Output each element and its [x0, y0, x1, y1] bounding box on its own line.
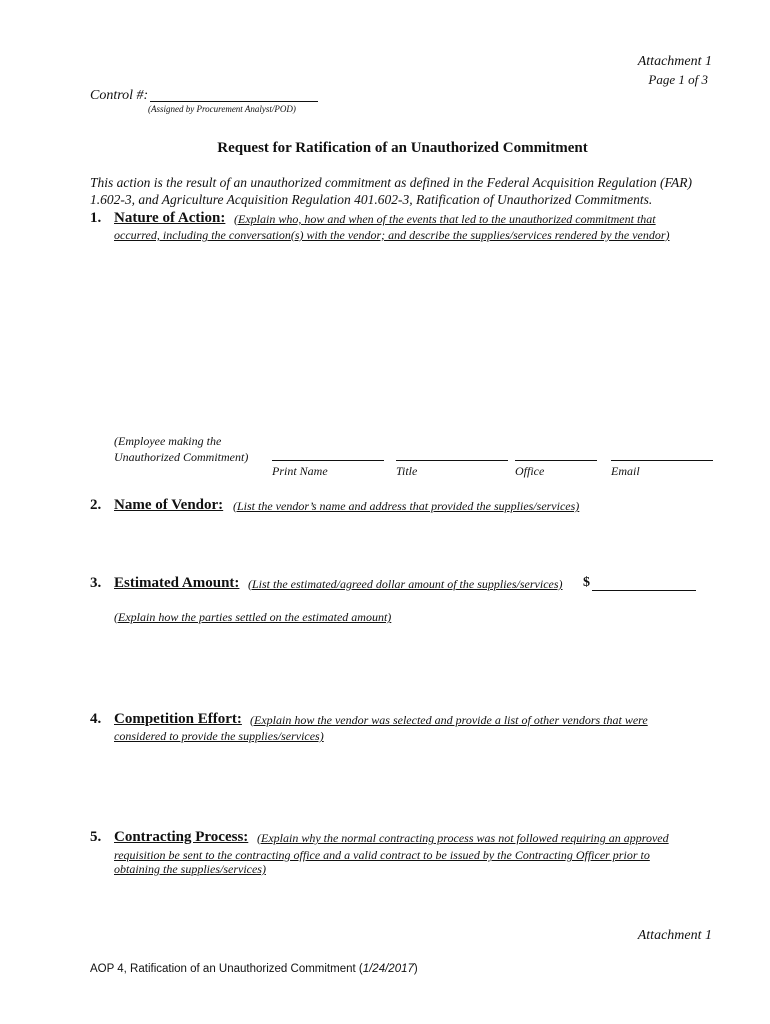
vendor-text-area[interactable] — [114, 518, 714, 568]
section-number: 5. — [90, 829, 102, 845]
footer-document-reference — [90, 963, 418, 975]
employee-label-line-2: Unauthorized Commitment) — [114, 450, 249, 464]
control-number-hint: (Assigned by Procurement Analyst/POD) — [148, 104, 296, 114]
employee-label-line-1: (Employee making the — [114, 434, 222, 448]
section-hint: (List the estimated/agreed dollar amount of the supplies/services) — [248, 577, 563, 591]
estimated-amount-text-area[interactable] — [114, 628, 714, 698]
competition-effort-text-area[interactable] — [114, 748, 714, 818]
section-hint-continued: considered to provide the supplies/services) — [114, 729, 324, 743]
estimated-amount-field[interactable] — [592, 590, 696, 591]
section-title: Contracting Process: — [114, 829, 249, 845]
footer-doc-title: AOP 4, Ratification of an Unauthorized Commitment ( — [90, 963, 363, 975]
section-number: 3. — [90, 575, 102, 591]
intro-line-1: This action is the result of an unauthorized commitment as defined in the Federal Acquisition Regulation (FAR) — [90, 175, 692, 190]
section-title: Estimated Amount: — [114, 575, 240, 591]
footer-doc-date: 1/24/2017 — [362, 963, 414, 975]
attachment-label-bottom: Attachment 1 — [637, 928, 712, 943]
section-hint-continued: requisition be sent to the contracting office and a valid contract to be issued by the Contracting Officer prior to — [114, 848, 650, 862]
title-field[interactable] — [396, 460, 508, 461]
control-number-label: Control #: — [90, 88, 149, 103]
email-field[interactable] — [611, 460, 713, 461]
page-number: Page 1 of 3 — [648, 72, 708, 87]
currency-symbol: $ — [583, 575, 590, 590]
print-name-caption: Print Name — [272, 464, 328, 478]
section-title: Competition Effort: — [114, 711, 242, 727]
section-number: 1. — [90, 210, 102, 226]
document-title: Request for Ratification of an Unauthorized Commitment — [217, 140, 588, 156]
control-number-field[interactable] — [150, 101, 318, 102]
section-hint: (Explain why the normal contracting process was not followed requiring an approved — [257, 831, 669, 845]
office-field[interactable] — [515, 460, 597, 461]
section-hint-continued: obtaining the supplies/services) — [114, 862, 266, 876]
section-number: 2. — [90, 497, 102, 513]
attachment-label-top: Attachment 1 — [637, 54, 712, 69]
section-title: Nature of Action: — [114, 210, 226, 226]
estimated-amount-explanation-hint: (Explain how the parties settled on the estimated amount) — [114, 610, 392, 624]
nature-of-action-text-area[interactable] — [114, 248, 714, 418]
email-caption: Email — [611, 464, 640, 478]
title-caption: Title — [396, 464, 418, 478]
section-number: 4. — [90, 711, 102, 727]
intro-line-2: 1.602-3, and Agriculture Acquisition Regulation 401.602-3, Ratification of Unauthorized Commitments. — [90, 192, 653, 207]
contracting-process-text-area[interactable] — [114, 882, 714, 922]
office-caption: Office — [515, 464, 545, 478]
section-title: Name of Vendor: — [114, 497, 224, 513]
section-hint: (Explain who, how and when of the events that led to the unauthorized commitment that — [234, 212, 656, 226]
section-hint: (List the vendor’s name and address that provided the supplies/services) — [233, 499, 580, 513]
section-hint-continued: occurred, including the conversation(s) with the vendor; and describe the supplies/services rendered by the vendor) — [114, 228, 670, 242]
footer-doc-suffix: ) — [413, 963, 418, 975]
section-hint: (Explain how the vendor was selected and provide a list of other vendors that were — [250, 713, 648, 727]
print-name-field[interactable] — [272, 460, 384, 461]
